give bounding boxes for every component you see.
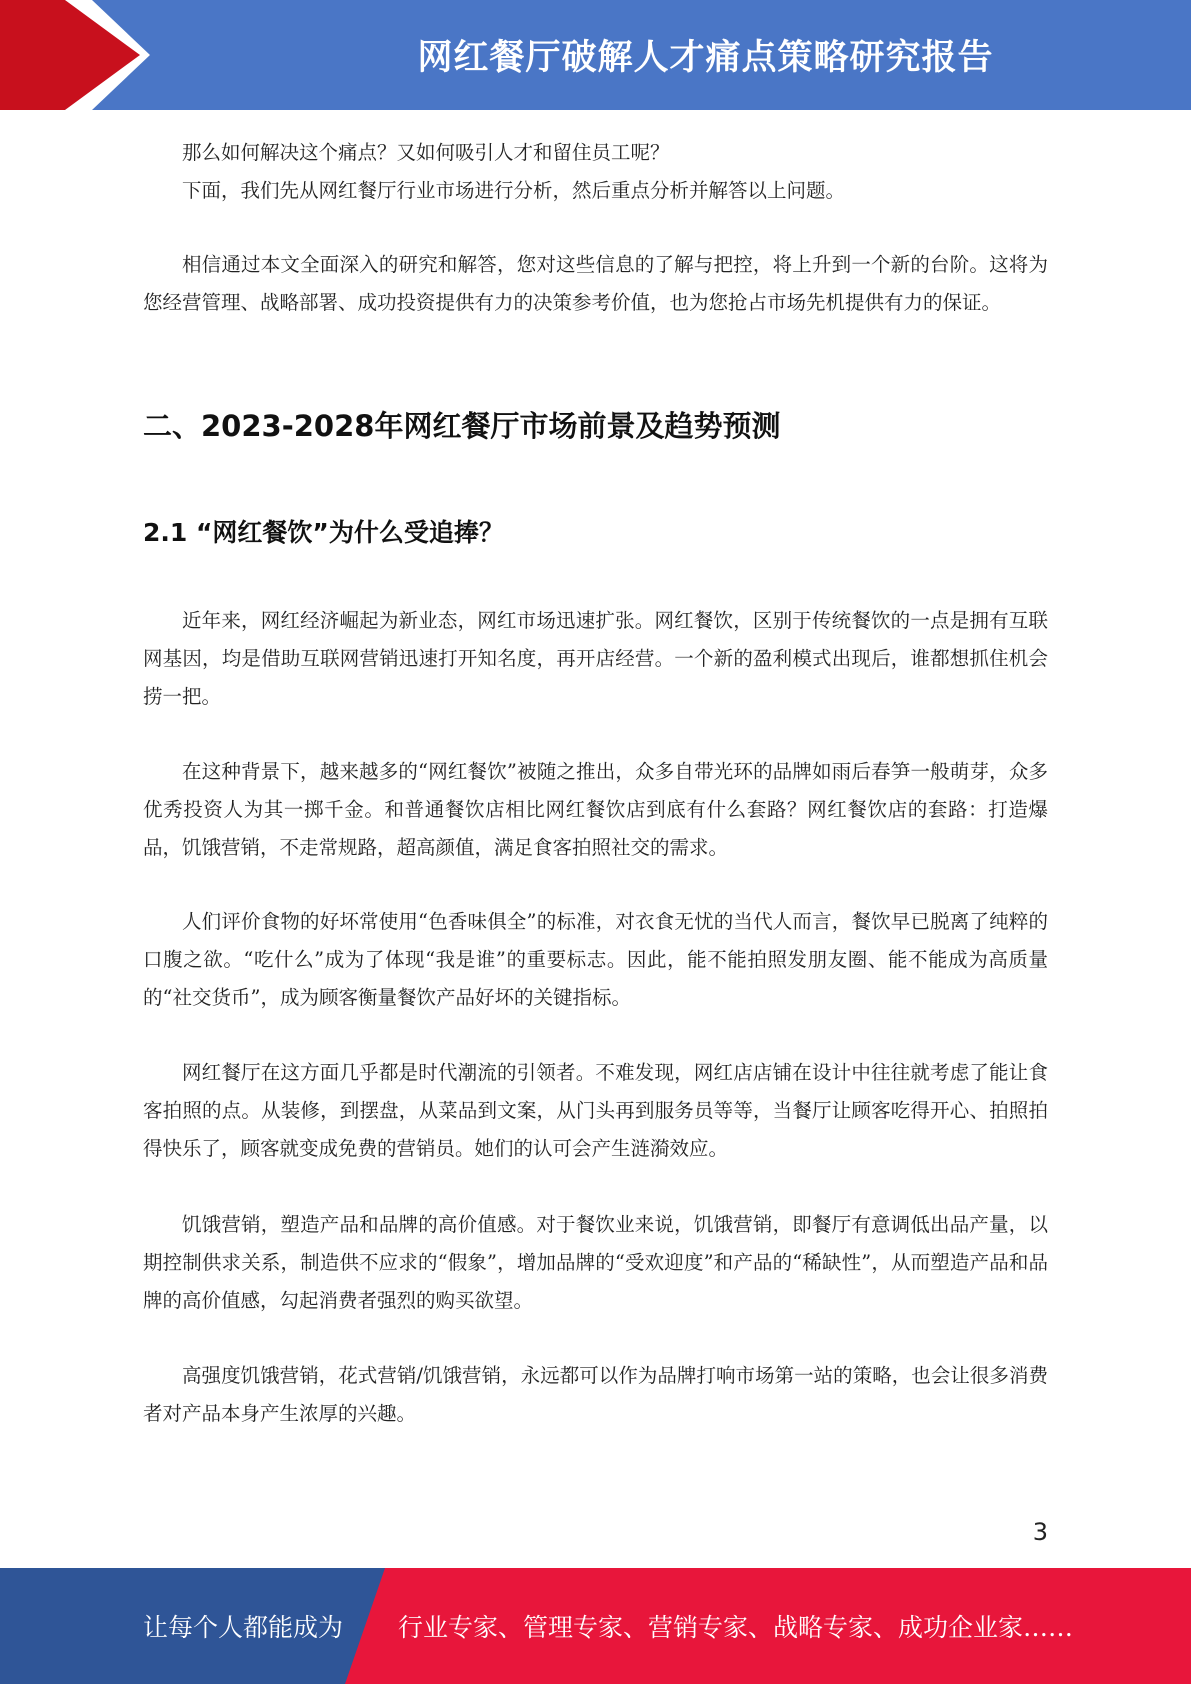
body-paragraph-block-1 <box>143 602 1048 716</box>
body-paragraph: 饥饿营销，塑造产品和品牌的高价值感。对于餐饮业来说，饥饿营销，即餐厅有意调低出品产量，以期控制供求关系，制造供不应求的“假象”，增加品牌的“受欢迎度”和产品的“稀缺性”，从而塑造产品和品牌的高价值感，勾起消费者强烈的购买欲望。 <box>143 1213 1048 1312</box>
body-paragraph: 人们评价食物的好坏常使用“色香味俱全”的标准，对衣食无忧的当代人而言，餐饮早已脱离了纯粹的口腹之欲。“吃什么”成为了体现“我是谁”的重要标志。因此，能不能拍照发朋友圈、能不能成为高质量的“社交货币”，成为顾客衡量餐饮产品好坏的关键指标。 <box>143 910 1048 1009</box>
intro-paragraph-block <box>143 246 1048 322</box>
body-paragraph-block-5 <box>143 1206 1048 1320</box>
page-number: 3 <box>1032 1518 1048 1546</box>
page-footer <box>0 1568 1191 1684</box>
subsection-heading: 2.1 “网红餐饮”为什么受追捧？ <box>143 518 504 547</box>
footer-slogan-left: 让每个人都能成为 <box>143 1613 344 1642</box>
body-paragraph: 在这种背景下，越来越多的“网红餐饮”被随之推出，众多自带光环的品牌如雨后春笋一般萌芽，众多优秀投资人为其一掷千金。和普通餐饮店相比网红餐饮店到底有什么套路？网红餐饮店的套路：打造爆品，饥饿营销，不走常规路，超高颜值，满足食客拍照社交的需求。 <box>143 760 1048 859</box>
footer-slogan-right: 行业专家、管理专家、营销专家、战略专家、成功企业家…… <box>398 1613 1074 1642</box>
intro-paragraph: 相信通过本文全面深入的研究和解答，您对这些信息的了解与把控，将上升到一个新的台阶。这将为您经营管理、战略部署、成功投资提供有力的决策参考价值，也为您抢占市场先机提供有力的保证。 <box>143 253 1048 314</box>
body-paragraph-block-2 <box>143 753 1048 867</box>
intro-line-2: 下面，我们先从网红餐厅行业市场进行分析，然后重点分析并解答以上问题。 <box>182 179 846 202</box>
body-paragraph: 高强度饥饿营销，花式营销/饥饿营销，永远都可以作为品牌打响市场第一站的策略，也会让很多消费者对产品本身产生浓厚的兴趣。 <box>143 1364 1048 1425</box>
section-heading: 二、2023-2028年网红餐厅市场前景及趋势预测 <box>143 409 781 443</box>
body-paragraph-block-4 <box>143 1054 1048 1168</box>
intro-line-1: 那么如何解决这个痛点？又如何吸引人才和留住员工呢？ <box>182 141 670 164</box>
body-paragraph-block-6 <box>143 1357 1048 1433</box>
intro-lines <box>143 134 1048 210</box>
report-title: 网红餐厅破解人才痛点策略研究报告 <box>417 38 994 78</box>
page-header <box>0 0 1191 110</box>
body-paragraph-block-3 <box>143 903 1048 1017</box>
body-paragraph: 近年来，网红经济崛起为新业态，网红市场迅速扩张。网红餐饮，区别于传统餐饮的一点是拥有互联网基因，均是借助互联网营销迅速打开知名度，再开店经营。一个新的盈利模式出现后，谁都想抓住机会捞一把。 <box>143 609 1048 708</box>
body-paragraph: 网红餐厅在这方面几乎都是时代潮流的引领者。不难发现，网红店店铺在设计中往往就考虑了能让食客拍照的点。从装修，到摆盘，从菜品到文案，从门头再到服务员等等，当餐厅让顾客吃得开心、拍照拍得快乐了，顾客就变成免费的营销员。她们的认可会产生涟漪效应。 <box>143 1061 1048 1160</box>
